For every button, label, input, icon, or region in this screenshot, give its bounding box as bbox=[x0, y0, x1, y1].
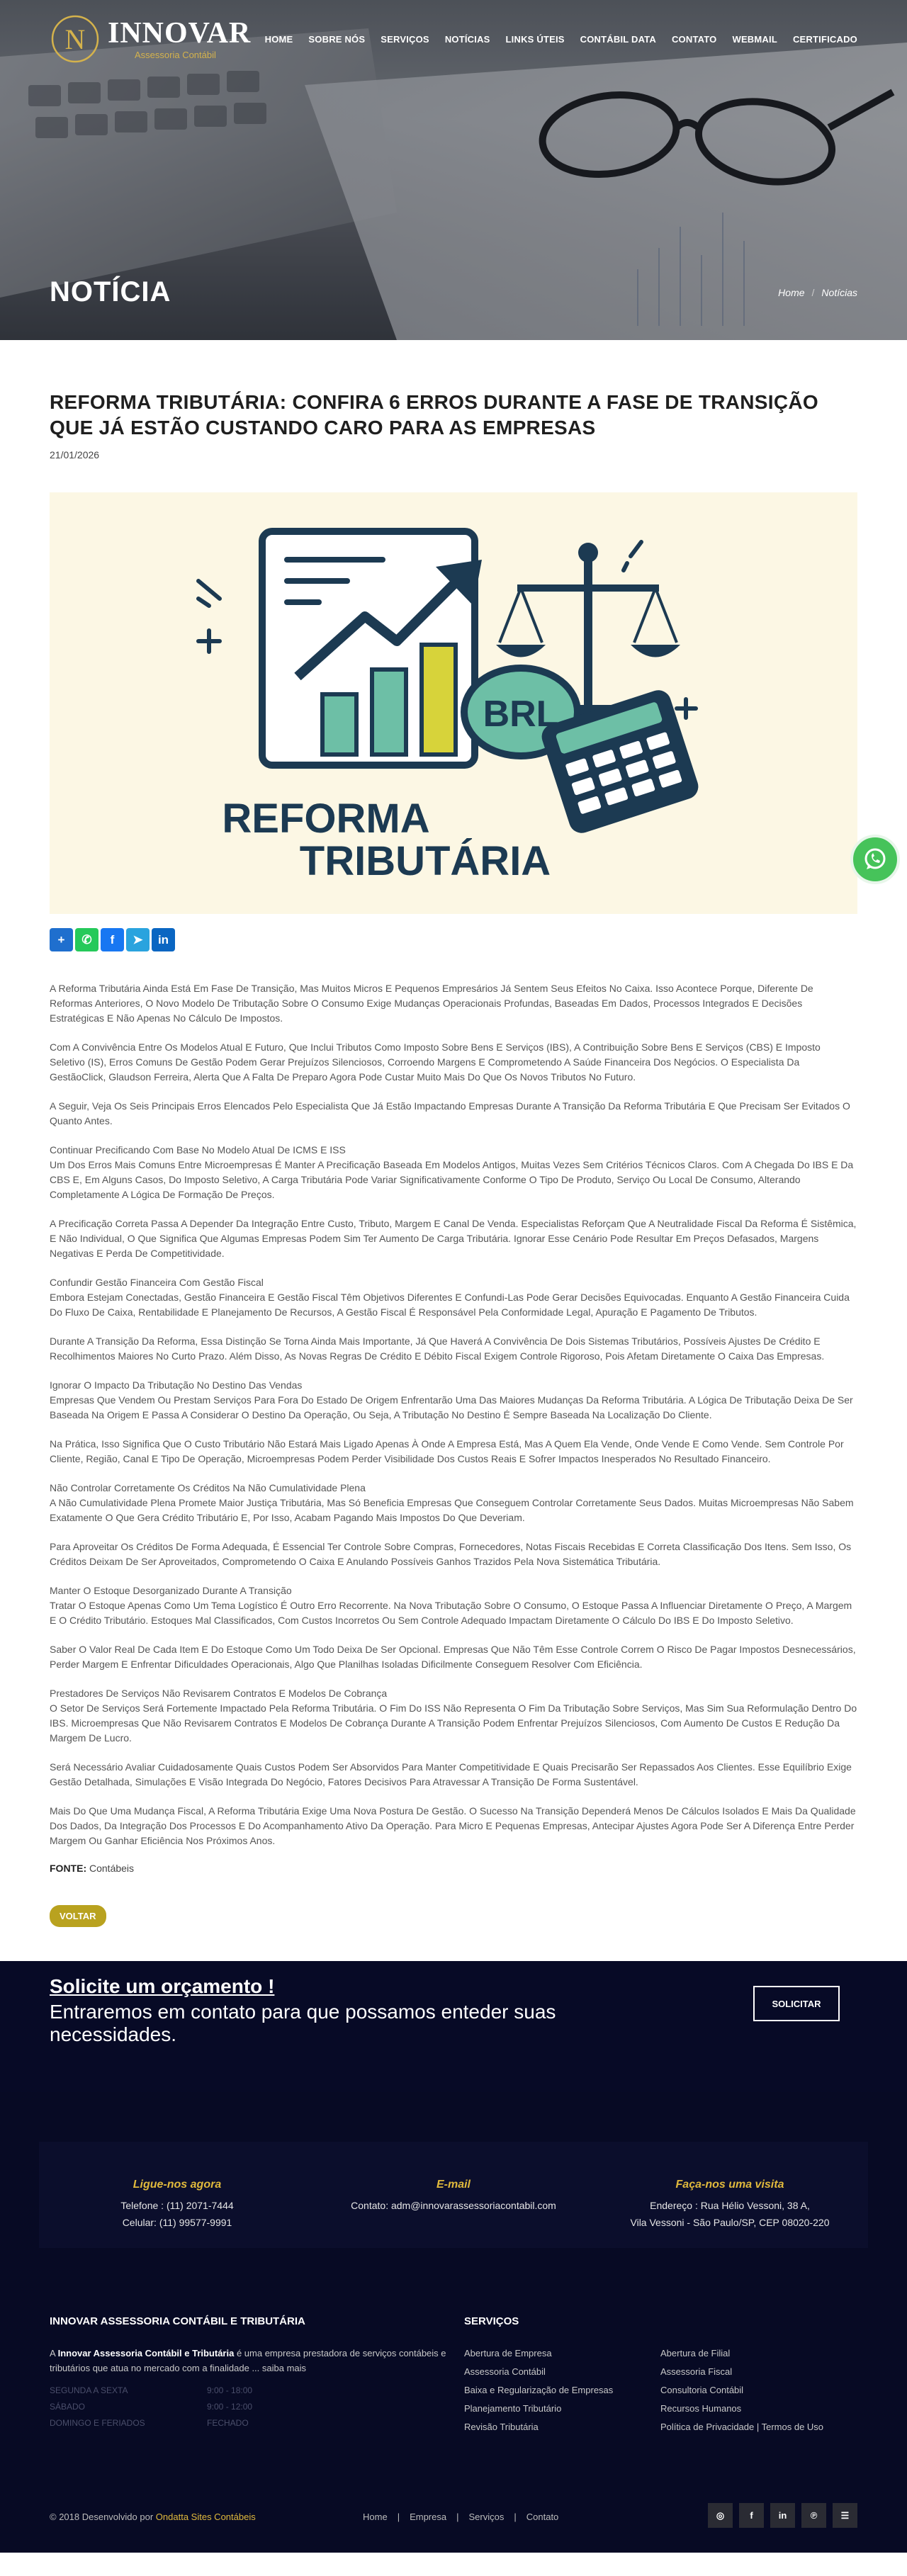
source-label: FONTE: bbox=[50, 1863, 87, 1874]
article bbox=[50, 340, 857, 1927]
cellphone-line[interactable]: Celular: (11) 99577-9991 bbox=[122, 2217, 232, 2228]
nav-webmail[interactable]: WEBMAIL bbox=[732, 33, 777, 45]
whatsapp-icon bbox=[862, 847, 888, 872]
nav-servicos[interactable]: SERVIÇOS bbox=[381, 33, 429, 45]
linkedin-icon[interactable]: in bbox=[152, 928, 175, 951]
phone-contact bbox=[39, 2179, 315, 2231]
share-buttons bbox=[50, 928, 857, 951]
social-links bbox=[708, 2503, 857, 2528]
service-link[interactable]: Abertura de Filial bbox=[660, 2348, 731, 2358]
about-title: INNOVAR ASSESSORIA CONTÁBIL E TRIBUTÁRIA bbox=[50, 2315, 305, 2327]
paragraph-text: O Setor De Serviços Será Fortemente Impactado Pela Reforma Tributária. O Fim Do ISS Não Representa O Fim Da Tributação Sobre Serviços, Mas Sim Sua Reformulação Dentro Do IBS. Microempresas Que Não Revisarem Contratos E Modelos De Cobrança Durante A Transição Podem Enfrentar Prejuízos Silenciosos, Com Aumento De Custos E Redução Da Margem De Lucro. bbox=[50, 1702, 857, 1744]
service-link[interactable]: Baixa e Regularização de Empresas bbox=[464, 2385, 614, 2395]
paragraph: A Seguir, Veja Os Seis Principais Erros Elencados Pelo Especialista Que Já Estão Impactando Empresas Durante A Transição Da Reforma Tributária E Que Precisam Ser Evitados O Quanto Antes. bbox=[50, 1100, 850, 1126]
brand-name: INNOVAR bbox=[108, 16, 252, 50]
services-title: SERVIÇOS bbox=[464, 2315, 519, 2327]
contact-box bbox=[39, 2142, 868, 2248]
subheading: Ignorar O Impacto Da Tributação No Destino Das Vendas bbox=[50, 1379, 303, 1391]
request-quote-button[interactable]: SOLICITAR bbox=[753, 1986, 840, 2021]
cta-title[interactable]: Solicite um orçamento ! bbox=[50, 1975, 275, 1997]
paragraph-text: A Não Cumulatividade Plena Promete Maior Justiça Tributária, Mas Só Beneficia Empresas Que Conseguem Controlar Corretamente Seus Dados. Muitas Microempresas Não Sabem Exatamente O Que Gera Crédito Tributário E, Por Isso, Acabam Pagando Mais Impostos Do Que Deveriam. bbox=[50, 1497, 854, 1523]
service-link[interactable]: Recursos Humanos bbox=[660, 2403, 742, 2414]
address-line-2: Vila Vessoni - São Paulo/SP, CEP 08020-220 bbox=[630, 2217, 830, 2228]
footer-link-contato[interactable]: Contato bbox=[526, 2512, 559, 2522]
image-text-tributaria: TRIBUTÁRIA bbox=[299, 838, 551, 884]
article-feature-image bbox=[50, 492, 857, 914]
paragraph-text: Um Dos Erros Mais Comuns Entre Microempresas É Manter A Precificação Baseada Em Modelos Antigos, Muitas Vezes Sem Critérios Técnicos Claros. Com A Chegada Do IBS E Da CBS E, Em Alguns Casos, Do Imposto Seletivo, A Carga Tributária Pode Variar Significativamente Conforme O Tipo De Produto, Serviço Ou Local De Consumo, Alterando Completamente A Lógica De Formação De Preços. bbox=[50, 1159, 854, 1200]
breadcrumb-home[interactable]: Home bbox=[778, 287, 805, 298]
breadcrumb-current: Notícias bbox=[821, 287, 857, 298]
nav-home[interactable]: HOME bbox=[264, 33, 293, 45]
rss-icon[interactable]: ☰ bbox=[833, 2503, 857, 2528]
paragraph: Mais Do Que Uma Mudança Fiscal, A Reforma Tributária Exige Uma Nova Postura De Gestão. O Sucesso Na Transição Dependerá Menos De Cálculos Isolados E Mais Da Qualidade Dos Dados, Da Integração Dos Processos E Do Acompanhamento Ativo Da Operação. Para Micro E Pequenas Empresas, Antecipar Ajustes Agora Pode Ser A Diferença Entre Perder Margem Ou Ganhar Eficiência Nos Próximos Anos. bbox=[50, 1805, 856, 1846]
email-line[interactable]: Contato: adm@innovarassessoriacontabil.com bbox=[351, 2200, 556, 2211]
nav-contato[interactable]: CONTATO bbox=[671, 33, 717, 45]
footer-link-servicos[interactable]: Serviços bbox=[468, 2512, 505, 2522]
hours-row: DOMINGO E FERIADOS FECHADO bbox=[50, 2418, 249, 2428]
paragraph bbox=[50, 1143, 857, 1202]
paragraph: Com A Convivência Entre Os Modelos Atual E Futuro, Que Inclui Tributos Como Imposto Sobre Bens E Serviços (IBS), A Contribuição Sobre Bens E Serviços (CBS) E Imposto Seletivo (IS), Erros Comuns De Gestão Podem Gerar Prejuízos Silenciosos, Corroendo Margens E Comprometendo A Saúde Financeira Dos Negócios. O Especialista Da GestãoClick, Glaudson Ferreira, Alerta Que A Falta De Preparo Agora Pode Custar Muito Mais Do Que Os Novos Tributos No Futuro. bbox=[50, 1041, 821, 1083]
back-button[interactable]: VOLTAR bbox=[50, 1905, 106, 1927]
address-line-1: Endereço : Rua Hélio Vessoni, 38 A, bbox=[650, 2200, 810, 2211]
service-link[interactable]: Consultoria Contábil bbox=[660, 2385, 744, 2395]
article-title: REFORMA TRIBUTÁRIA: CONFIRA 6 ERROS DURANTE A FASE DE TRANSIÇÃO QUE JÁ ESTÃO CUSTANDO CARO PARA AS EMPRESAS bbox=[50, 391, 818, 439]
business-hours bbox=[50, 2383, 446, 2431]
paragraph: A Precificação Correta Passa A Depender Da Integração Entre Custo, Tributo, Margem E Canal De Venda. Especialistas Reforçam Que A Neutralidade Fiscal Da Reforma É Sistêmica, E Não Individual, O Que Significa Que Algumas Empresas Podem Sim Ter Aumento De Carga Tributária. Ignorar Esse Cenário Pode Resultar Em Preços Defasados, Margens Negativas E Perda De Competitividade. bbox=[50, 1218, 857, 1259]
nav-certificado[interactable]: CERTIFICADO bbox=[792, 33, 857, 45]
footer-services bbox=[464, 2315, 861, 2434]
nav-links-uteis[interactable]: LINKS ÚTEIS bbox=[505, 33, 565, 45]
instagram-icon[interactable]: ◎ bbox=[708, 2503, 733, 2528]
visit-contact bbox=[592, 2179, 868, 2231]
paragraph: Para Aproveitar Os Créditos De Forma Adequada, É Essencial Ter Controle Sobre Compras, Fornecedores, Notas Fiscais Recebidas E Correta Classificação Dos Itens. Sem Isso, Os Créditos Deixam De Ser Aproveitados, Comprometendo O Caixa E Anulando Possíveis Ganhos Trazidos Pela Nova Sistemática Tributária. bbox=[50, 1541, 852, 1567]
reforma-tributaria-illustration bbox=[50, 492, 857, 914]
service-link[interactable]: Abertura de Empresa bbox=[464, 2348, 552, 2358]
brl-badge: BRL bbox=[483, 694, 559, 735]
cta-subtitle: Entraremos em contato para que possamos enteder suas necessidades. bbox=[50, 2001, 556, 2045]
subheading: Prestadores De Serviços Não Revisarem Contratos E Modelos De Cobrança bbox=[50, 1688, 388, 1699]
logo[interactable] bbox=[50, 13, 251, 64]
service-link[interactable]: Revisão Tributária bbox=[464, 2422, 539, 2432]
site-footer bbox=[0, 2092, 907, 2553]
telegram-icon[interactable]: ➤ bbox=[126, 928, 150, 951]
hero-banner bbox=[0, 0, 907, 340]
linkedin-icon[interactable]: in bbox=[770, 2503, 795, 2528]
paragraph-text: Empresas Que Vendem Ou Prestam Serviços Para Fora Do Estado De Origem Enfrentarão Uma Das Maiores Mudanças Da Reforma Tributária. A Lógica De Tributação Deixa De Ser Baseada Na Origem E Passa A Considerar O Destino Da Operação, Ou Seja, A Tributação No Destino É Sempre Baseada Na Localização Do Cliente. bbox=[50, 1394, 853, 1420]
nav-contabil-data[interactable]: CONTÁBIL DATA bbox=[580, 33, 656, 45]
nav-sobre[interactable]: SOBRE NÓS bbox=[308, 33, 366, 45]
about-company: Innovar Assessoria Contábil e Tributária bbox=[57, 2348, 235, 2358]
nav-noticias[interactable]: NOTÍCIAS bbox=[444, 33, 490, 45]
source-value: Contábeis bbox=[89, 1863, 135, 1874]
service-link[interactable]: Assessoria Contábil bbox=[464, 2366, 546, 2377]
page-title: NOTÍCIA bbox=[50, 276, 171, 307]
phone-line[interactable]: Telefone : (11) 2071-7444 bbox=[120, 2200, 234, 2211]
article-date: 21/01/2026 bbox=[50, 449, 100, 461]
service-link[interactable]: Planejamento Tributário bbox=[464, 2403, 562, 2414]
hours-row: SÁBADO 9:00 - 12:00 bbox=[50, 2402, 253, 2412]
paragraph bbox=[50, 1378, 857, 1423]
facebook-icon[interactable]: f bbox=[101, 928, 124, 951]
share-icon[interactable]: + bbox=[50, 928, 73, 951]
paragraph-text: Tratar O Estoque Apenas Como Um Tema Logístico É Outro Erro Recorrente. Na Nova Tributação Sobre O Consumo, O Estoque Passa A Influenciar Diretamente O Preço, A Margem E O Crédito Tributário. Estoques Mal Classificados, Com Custos Incorretos Ou Sem Controle Adequado Impactam Diretamente O Cálculo Do IBS E Do Imposto Seletivo. bbox=[50, 1600, 852, 1626]
email-title: E-mail bbox=[436, 2179, 471, 2191]
svg-text:N: N bbox=[64, 23, 86, 55]
facebook-icon[interactable]: f bbox=[739, 2503, 764, 2528]
phone-title: Ligue-nos agora bbox=[133, 2179, 222, 2191]
copyright: © 2018 Desenvolvido por Ondatta Sites Contábeis bbox=[50, 2512, 256, 2522]
main-nav bbox=[265, 34, 857, 45]
image-text-reforma: REFORMA bbox=[222, 796, 430, 842]
article-source bbox=[50, 1863, 857, 1874]
paragraph bbox=[50, 1481, 857, 1525]
subheading: Confundir Gestão Financeira Com Gestão Fiscal bbox=[50, 1277, 264, 1288]
paragraph: Na Prática, Isso Significa Que O Custo Tributário Não Estará Mais Ligado Apenas À Onde A Empresa Está, Mas A Quem Ela Vende, Onde Vende E Como Vende. Sem Controle Por Cliente, Região, Canal E Tipo De Operação, Microempresas Podem Perder Visibilidade Dos Custos Reais E Sofrer Impactos Inesperados No Resultado Financeiro. bbox=[50, 1438, 844, 1464]
brand-tagline: Assessoria Contábil bbox=[135, 49, 216, 60]
footer-link-empresa[interactable]: Empresa bbox=[410, 2512, 447, 2522]
privacy-terms-link[interactable]: Política de Privacidade | Termos de Uso bbox=[660, 2422, 824, 2432]
footer-bottom bbox=[0, 2482, 907, 2553]
services-list bbox=[464, 2346, 861, 2434]
about-description[interactable]: é uma empresa prestadora de serviços contábeis e tributários que atua no mercado com a finalidade ... saiba mais bbox=[50, 2348, 446, 2373]
email-contact bbox=[315, 2179, 592, 2214]
whatsapp-float-button[interactable] bbox=[850, 835, 900, 884]
paragraph bbox=[50, 1275, 857, 1320]
paragraph bbox=[50, 1583, 857, 1628]
paragraph: Durante A Transição Da Reforma, Essa Distinção Se Torna Ainda Mais Importante, Já Que Haverá A Convivência De Dois Sistemas Tributários, Possíveis Ajustes De Crédito E Recolhimentos Maiores No Curto Prazo. Além Disso, As Novas Regras De Crédito E Débito Fiscal Exigem Controle Rigoroso, Pois Afetam Diretamente O Caixa Das Empresas. bbox=[50, 1335, 825, 1362]
subheading: Não Controlar Corretamente Os Créditos Na Não Cumulatividade Plena bbox=[50, 1482, 366, 1493]
footer-link-home[interactable]: Home bbox=[363, 2512, 388, 2522]
subheading: Continuar Precificando Com Base No Modelo Atual De ICMS E ISS bbox=[50, 1144, 346, 1156]
breadcrumb bbox=[778, 287, 857, 298]
visit-title: Faça-nos uma visita bbox=[675, 2179, 784, 2191]
breadcrumb-separator: / bbox=[811, 287, 815, 298]
paragraph bbox=[50, 1686, 857, 1746]
subheading: Manter O Estoque Desorganizado Durante A Transição bbox=[50, 1585, 292, 1596]
pinterest-icon[interactable]: ℗ bbox=[801, 2503, 826, 2528]
paragraph: Saber O Valor Real De Cada Item E Do Estoque Como Um Todo Deixa De Ser Opcional. Empresas Que Não Têm Esse Controle Correm O Risco De Pagar Impostos Desnecessários, Perder Margem E Enfrentar Dificuldades Operacionais, Algo Que Planilhas Isoladas Dificilmente Conseguem Resolver Com Eficiência. bbox=[50, 1644, 856, 1670]
service-link[interactable]: Assessoria Fiscal bbox=[660, 2366, 733, 2377]
hours-row: SEGUNDA A SEXTA 9:00 - 18:00 bbox=[50, 2385, 253, 2395]
developer-link[interactable]: Ondatta Sites Contábeis bbox=[155, 2512, 256, 2522]
site-header bbox=[0, 0, 907, 78]
quote-cta bbox=[0, 1961, 907, 2092]
footer-about bbox=[50, 2315, 446, 2431]
paragraph-text: Embora Estejam Conectadas, Gestão Financeira E Gestão Fiscal Têm Objetivos Diferentes E Confundi-Las Pode Gerar Decisões Equivocadas. Enquanto A Gestão Financeira Cuida Do Fluxo De Caixa, Rentabilidade E Planejamento De Recursos, A Gestão Fiscal É Responsável Pela Conformidade Legal, Apuração E Pagamento De Tributos. bbox=[50, 1292, 850, 1318]
paragraph: A Reforma Tributária Ainda Está Em Fase De Transição, Mas Muitos Micros E Pequenos Empresários Já Sentem Seus Efeitos No Caixa. Isso Acontece Porque, Diferente De Reformas Anteriores, O Novo Modelo De Tributação Sobre O Consumo Exige Mudanças Operacionais Profundas, Baseadas Em Dados, Processos Integrados E Decisões Estratégicas E Não Apenas No Cálculo De Impostos. bbox=[50, 983, 813, 1024]
about-text: A Innovar Assessoria Contábil e Tributária é uma empresa prestadora de serviços contábeis e tributários que atua no mercado com a finalidade ... saiba mais bbox=[50, 2348, 446, 2373]
innovar-logo-icon bbox=[50, 13, 101, 64]
article-body bbox=[50, 981, 857, 1848]
whatsapp-icon[interactable]: ✆ bbox=[75, 928, 98, 951]
footer-links: Home | Empresa | Serviços | Contato bbox=[363, 2512, 559, 2522]
paragraph: Será Necessário Avaliar Cuidadosamente Quais Custos Podem Ser Absorvidos Para Manter Competitividade E Quais Precisarão Ser Repassados Aos Clientes. Esse Equilíbrio Exige Gestão Detalhada, Simulações E Visão Integrada Do Negócio, Fatores Decisivos Para Atravessar A Transição De Forma Sustentável. bbox=[50, 1761, 852, 1787]
